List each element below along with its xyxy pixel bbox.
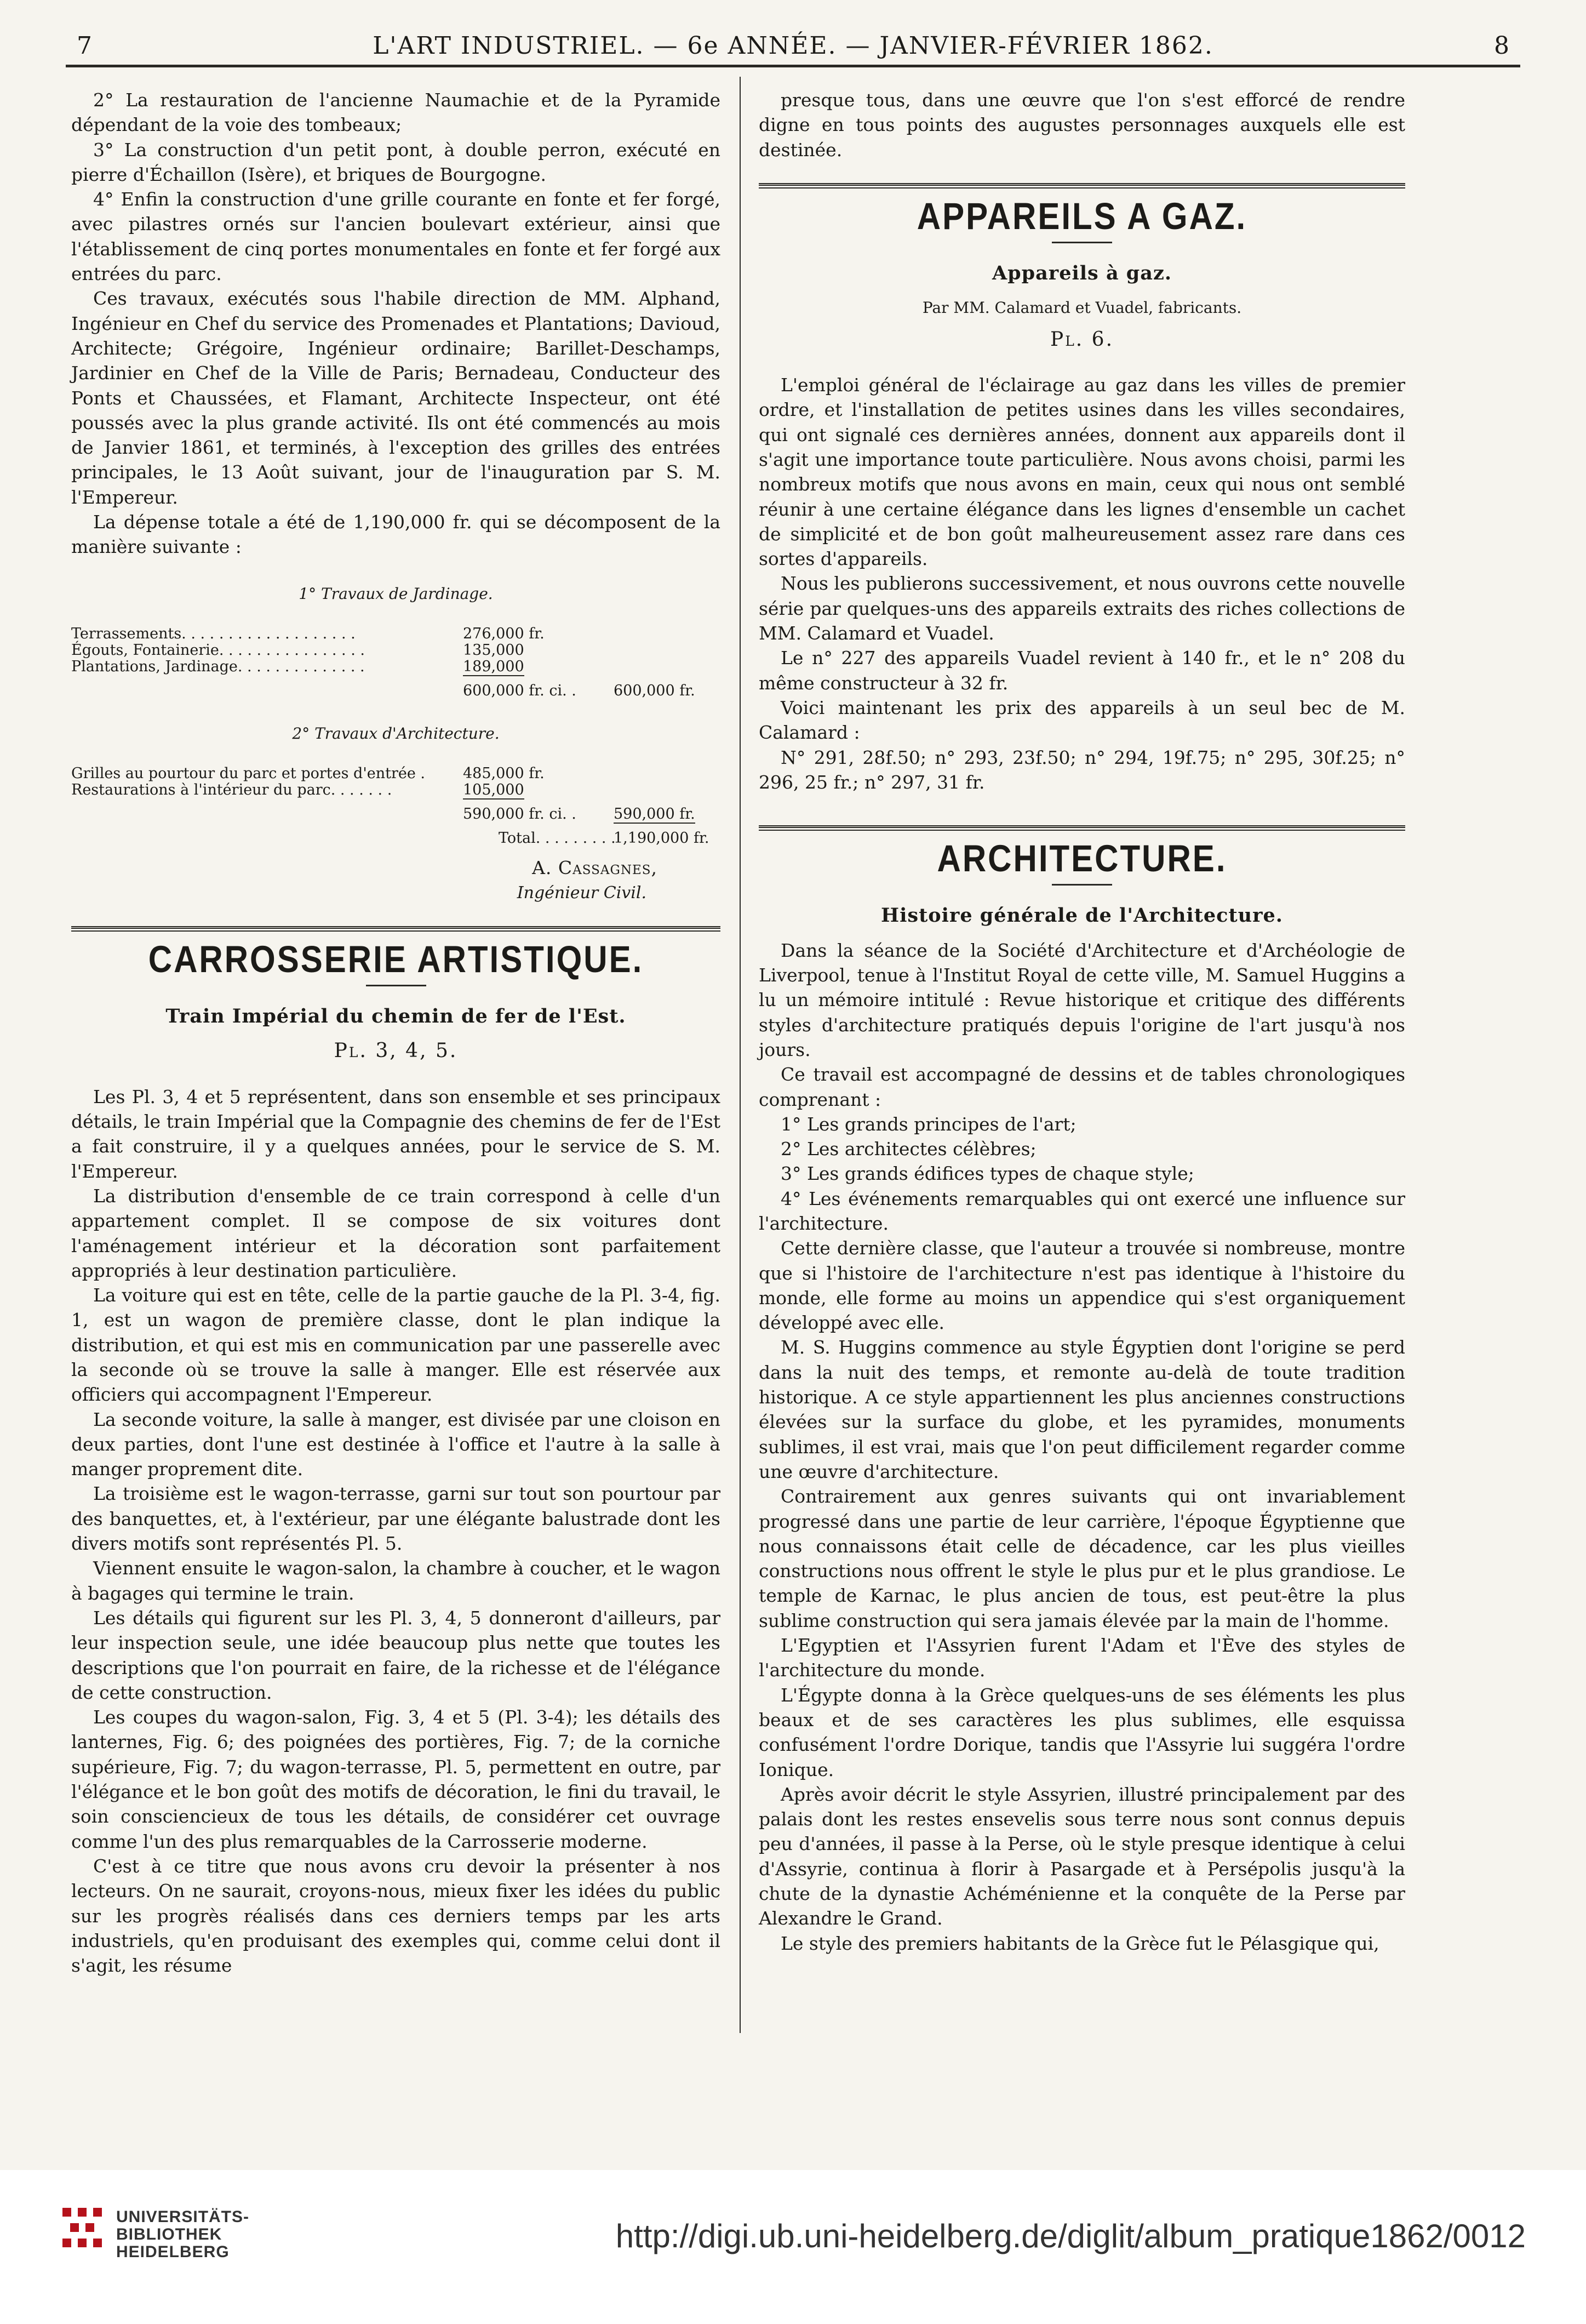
paragraph: Le n° 227 des appareils Vuadel revient à 140 fr., et le n° 208 du même constructeur à 32 fr. [759,647,1405,694]
paragraph: La distribution d'ensemble de ce train correspond à celle d'un appartement complet. Il se compose de six voitures dont l'aménagement intérieur et la décoration sont parfaitement appropriés à leur destination particulière. [71,1185,720,1281]
paragraph: M. S. Huggins commence au style Égyptien dont l'origine se perd dans la nuit des temps, et remonte au-delà de toute tradition historique. A ce style appartiennent les plus anciennes constructions élevées sur la surface du globe, et les pyramides, monuments sublimes, il est vrai, mais que l'on peut difficilement regarder comme une œuvre d'architecture. [759,1337,1405,1482]
grand-total-row [71,830,720,847]
list-item: 4° Les événements remarquables qui ont exercé une influence sur l'architecture. [759,1187,1405,1234]
page-number-left: 7 [77,32,92,60]
page-number-right: 8 [1494,32,1509,60]
article-subtitle: Train Impérial du chemin de fer de l'Est. [165,1005,626,1028]
paragraph: Les Pl. 3, 4 et 5 représentent, dans son ensemble et ses principaux détails, le train Impérial que la Compagnie des chemins de fer de l'Est a fait construire, il y a quelques années, pour le service de S. M. l'Empereur. [71,1086,720,1182]
article-subtitle: Appareils à gaz. [992,262,1172,285]
expense-table-architecture [71,766,720,847]
author-signature: A. Cassagnes, [532,857,657,879]
paragraph: Le style des premiers habitants de la Grèce fut le Pélasgique qui, [781,1932,1379,1954]
paragraph: Dans la séance de la Société d'Architecture et d'Archéologie de Liverpool, tenue à l'Institut Royal de cette ville, M. Samuel Huggins a lu un mémoire intitulé : Revue historique et critique des différents styles d'architecture pratiqués depuis l'origine de l'art jusqu'à nos jours. [759,939,1405,1060]
section-rule [759,183,1405,189]
table-row [71,626,720,642]
section-title-carrosserie: CARROSSERIE ARTISTIQUE. [148,938,644,980]
plate-reference: Pl. 3, 4, 5. [334,1040,458,1063]
paragraph: Contrairement aux genres suivants qui ont invariablement progressé dans une partie de leur carrière, l'époque Égyptienne que nous connaissons était celle de décadence, car les plus vieilles constructions nous offrent le style le plus pur et le plus grandiose. Le temple de Karnac, le plus ancien de tous, est peut-être la plus sublime construction qui sera jamais élevée par la main de l'homme. [759,1486,1405,1631]
paragraph: Ces travaux, exécutés sous l'habile direction de MM. Alphand, Ingénieur en Chef du service des Promenades et Plantations; Davioud, Architecte; Grégoire, Ingénieur ordinaire; Barillet-Deschamps, Jardinier en Chef de la Ville de Paris; Bernadeau, Conducteur des Ponts et Chaussées, et Flamant, Architecte Inspecteur, ont été poussés avec la plus grande activité. Ils ont été commencés au mois de Janvier 1861, et terminés, à l'exception des grilles des entrées principales, le 13 Août suivant, jour de l'inauguration par S. M. l'Empereur. [71,288,720,508]
author-role: Ingénieur Civil. [517,883,646,903]
row-label: Plantations, Jardinage. . . . . . . . . . . . . . [71,658,365,675]
row-value: 135,000 [463,641,524,659]
title-rule [1052,242,1112,243]
list-item: 3° Les grands édifices types de chaque style; [781,1163,1194,1185]
paragraph: N° 291, 28f.50; n° 293, 23f.50; n° 294, 19f.75; n° 295, 30f.25; n° 296, 25 fr.; n° 297, 31 fr. [759,746,1405,793]
title-rule [1052,884,1112,886]
table-row [71,659,720,675]
page-header [66,32,1520,67]
paragraph: 2° La restauration de l'ancienne Naumachie et de la Pyramide dépendant de la voie des tombeaux; [71,89,720,136]
title-rule [366,985,426,986]
subtotal: 600,000 fr. ci. . [463,682,576,699]
table-title-architecture: 2° Travaux d'Architecture. [292,724,500,743]
paragraph: Voici maintenant les prix des appareils à un seul bec de M. Calamard : [759,696,1405,744]
section-rule [759,825,1405,831]
row-value: 189,000 [463,658,524,675]
paragraph: presque tous, dans une œuvre que l'on s'est efforcé de rendre digne en tous points des augustes personnages auxquels elle est destinée. [759,89,1405,161]
plate-reference: Pl. 6. [1050,328,1114,351]
library-name [116,2208,249,2261]
paragraph: 4° Enfin la construction d'une grille courante en fonte et fer forgé, avec pilastres ornés sur l'ancien boulevart extérieur, ainsi que l'établissement de cinq portes monumentales en fonte et fer forgé aux entrées du parc. [71,189,720,285]
paragraph: La dépense totale a été de 1,190,000 fr. qui se décomposent de la manière suivante : [71,511,720,558]
library-name-line: UNIVERSITÄTS- [116,2208,250,2226]
row-label: Grilles au pourtour du parc et portes d'entrée . [71,765,426,783]
carried-amount: 600,000 fr. [614,682,695,699]
right-column [759,88,1405,1956]
paragraph: Viennent ensuite le wagon-salon, la chambre à coucher, et le wagon à bagages qui termine le train. [71,1557,720,1604]
paragraph: Cette dernière classe, que l'auteur a trouvée si nombreuse, montre que si l'histoire de l'architecture n'est pas identique à l'histoire du monde, elle forme au moins un appendice qui s'est organiquement développé avec elle. [759,1237,1405,1334]
paragraph: 3° La construction d'un petit pont, à double perron, exécuté en pierre d'Échaillon (Isère), et briques de Bourgogne. [71,139,720,185]
list-item: 2° Les architectes célèbres; [781,1138,1037,1160]
paragraph: La voiture qui est en tête, celle de la partie gauche de la Pl. 3-4, fig. 1, est un wagon de première classe, dont le plan indique la distribution, et qui est mis en communication par une passerelle avec la seconde où se trouve la salle à manger. Elle est réservée aux officiers qui accompagnent l'Empereur. [71,1284,720,1406]
left-column [71,88,720,1978]
row-value: 276,000 fr. [463,625,545,642]
column-divider [740,77,741,2033]
table-row [71,766,720,782]
paragraph: La troisième est le wagon-terrasse, garni sur tout son pourtour par des banquettes, et, à l'extérieur, par une élégante balustrade dont les divers motifs sont représentés Pl. 5. [71,1483,720,1555]
paragraph: Après avoir décrit le style Assyrien, illustré principalement par des palais dont les restes ensevelis sous terre nous sont connus depuis peu d'années, il passe à la Perse, où le style presque identique à celui d'Assyrie, continua à florir à Pasargade et à Persépolis jusqu'à la chute de la dynastie Achéménienne et la conquête de la Perse par Alexandre le Grand. [759,1783,1405,1929]
grand-total: 1,190,000 fr. [614,830,709,847]
table-subtotal-row [71,806,720,823]
paragraph: La seconde voiture, la salle à manger, est divisée par une cloison en deux parties, dont l'une est destinée à l'office et l'autre à la salle à manger proprement dite. [71,1408,720,1480]
row-value: 105,000 [463,781,524,799]
row-label: Terrassements. . . . . . . . . . . . . . . . . . . [71,625,356,642]
subtotal: 590,000 fr. ci. . [463,806,576,823]
library-name-line: HEIDELBERG [116,2243,230,2261]
library-name-line: BIBLIOTHEK [116,2225,222,2243]
table-title-jardinage: 1° Travaux de Jardinage. [299,584,493,603]
row-label: Égouts, Fontainerie. . . . . . . . . . . . . . . . [71,641,365,659]
table-row [71,642,720,659]
paragraph: L'Egyptien et l'Assyrien furent l'Adam et l'Ève des styles de l'architecture du monde. [759,1635,1405,1681]
carried-amount: 590,000 fr. [614,806,695,823]
paragraph: L'Égypte donna à la Grèce quelques-uns de ses éléments les plus beaux et de ses caractères les plus sublimes, elle esquissa confusément l'ordre Dorique, tandis que l'Assyrie lui suggéra l'ordre Ionique. [759,1684,1405,1780]
section-title-gaz: APPAREILS A GAZ. [917,195,1247,237]
paragraph: Les coupes du wagon-salon, Fig. 3, 4 et 5 (Pl. 3-4); les détails des lanternes, Fig. 6; des poignées des portières, Fig. 7; de la corniche supérieure, Fig. 7; du wagon-terrasse, Pl. 5, permettent en outre, par l'élégance et le bon goût des motifs de décoration, le fini du travail, le soin consciencieux de tous les détails, de considérer cet ouvrage comme l'un des plus remarquables de la Carrosserie moderne. [71,1706,720,1852]
article-byline: Par MM. Calamard et Vuadel, fabricants. [922,299,1242,317]
grand-total-label: Total. . . . . . . . . [499,830,616,847]
article-subtitle: Histoire générale de l'Architecture. [881,904,1283,927]
row-label: Restaurations à l'intérieur du parc. . . . . . . [71,781,392,799]
section-rule [71,926,720,932]
list-item: 1° Les grands principes de l'art; [781,1113,1077,1135]
paragraph: L'emploi général de l'éclairage au gaz dans les villes de premier ordre, et l'installation de petites usines dans les villes secondaires, qui ont signalé ces dernières années, donnent aux appareils dont il s'agit une importance toute particulière. Nous avons choisi, parmi les nombreux motifs que nous avons en main, ceux qui nous ont semblé réunir à une certaine élégance dans les lignes d'ensemble un cachet de simplicité et de bon goût malheureusement assez rare dans ces sortes d'appareils. [759,374,1405,570]
university-library-logo-icon [60,2206,104,2249]
table-row [71,782,720,798]
paragraph: Nous les publierons successivement, et nous ouvrons cette nouvelle série par quelques-uns des appareils extraits des riches collections de MM. Calamard et Vuadel. [759,573,1405,644]
paragraph: C'est à ce titre que nous avons cru devoir la présenter à nos lecteurs. On ne saurait, croyons-nous, mieux fixer les idées du public sur les progrès réalisés dans ces derniers temps par les arts industriels, qu'en produisant des exemples qui, comme celui dont il s'agit, les résume [71,1855,720,1977]
expense-table-jardinage [71,626,720,699]
paragraph: Ce travail est accompagné de dessins et de tables chronologiques comprenant : [759,1064,1405,1110]
source-url-link[interactable]: http://digi.ub.uni-heidelberg.de/diglit/album_pratique1862/0012 [615,2218,1526,2254]
table-subtotal-row [71,683,720,699]
running-title: L'ART INDUSTRIEL. — 6e ANNÉE. — JANVIER-FÉVRIER 1862. [373,32,1213,60]
paragraph: Les détails qui figurent sur les Pl. 3, 4, 5 donneront d'ailleurs, par leur inspection seule, une idée beaucoup plus nette que toutes les descriptions que l'on pourrait en faire, de la richesse et de l'élégance de cette construction. [71,1607,720,1703]
row-value: 485,000 fr. [463,765,545,783]
section-title-architecture: ARCHITECTURE. [937,837,1227,880]
